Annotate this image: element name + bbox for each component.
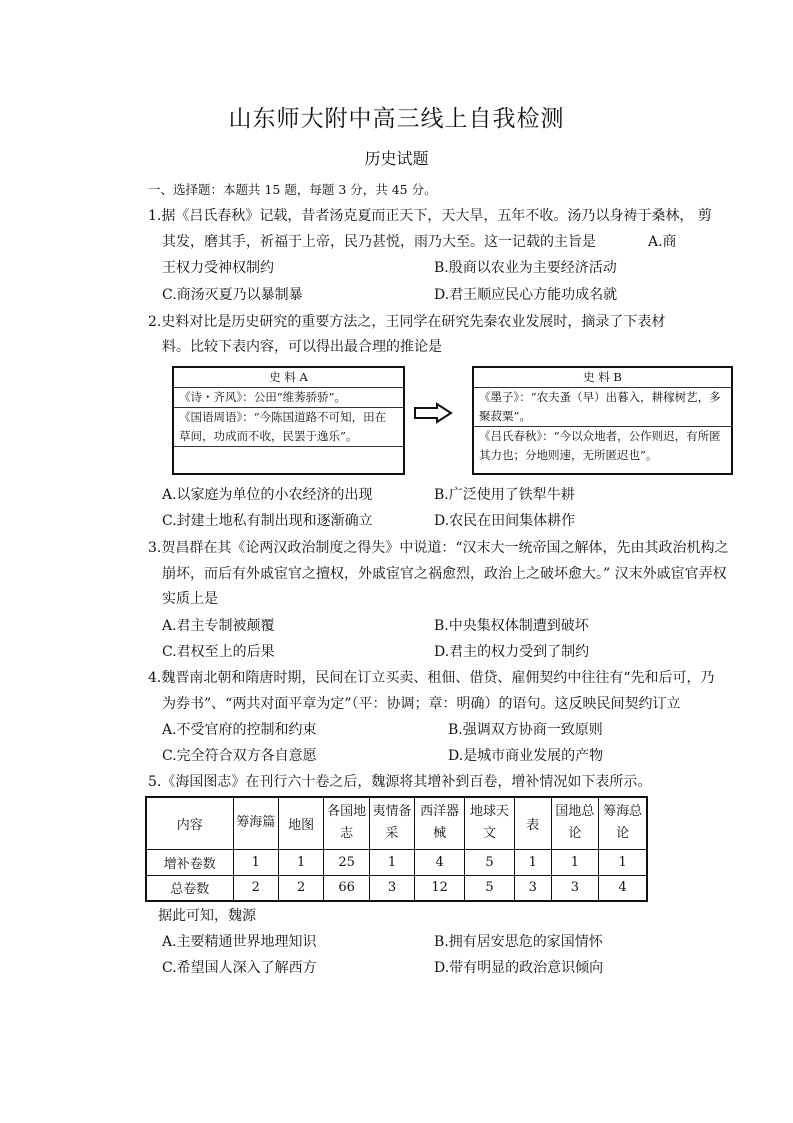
q4-option-d: D.是城市商业发展的产物	[448, 748, 604, 764]
table-cell: 3	[369, 875, 414, 901]
header-cell: 地球天文	[465, 797, 515, 849]
q5-line2: 据此可知，魏源	[158, 908, 256, 924]
q3-line3: 实质上是	[162, 591, 218, 607]
table-cell: 12	[415, 875, 465, 901]
source-b-heading: 史 料 B	[474, 368, 731, 388]
header-cell: 筹海篇	[233, 797, 278, 849]
section-heading: 一、选择题：本题共 15 题，每题 3 分，共 45 分。	[148, 182, 437, 197]
q2-line1: 2.史料对比是历史研究的重要方法之，王同学在研究先秦农业发展时，摘录了下表材	[148, 314, 666, 330]
q2-option-d: D.农民在田间集体耕作	[434, 513, 576, 529]
q5-option-b: B.拥有居安思危的家国情怀	[434, 934, 603, 950]
q2-option-a: A.以家庭为单位的小农经济的出现	[162, 487, 373, 503]
table-cell: 4	[599, 875, 647, 901]
table-cell: 3	[551, 875, 599, 901]
table-cell: 2	[233, 875, 278, 901]
q2-line2: 料。比较下表内容，可以得出最合理的推论是	[162, 339, 442, 355]
q4-option-a: A.不受官府的控制和约束	[162, 722, 317, 738]
source-a-heading: 史 料 A	[174, 368, 403, 388]
q1-option-c: C.商汤灭夏乃以暴制暴	[162, 287, 303, 303]
q1-line2: 其发，磨其手，祈福于上帝，民乃甚悦，雨乃大至。这一记载的主旨是	[162, 234, 596, 250]
table-cell: 1	[233, 849, 278, 875]
table-cell: 1	[369, 849, 414, 875]
q3-line1: 3.贺昌群在其《论两汉政治制度之得失》中说道：“汉末大一统帝国之解体，先由其政治机构之	[148, 540, 729, 556]
q1-option-d: D.君王顺应民心方能功成名就	[434, 287, 618, 303]
table-cell: 3	[515, 875, 552, 901]
table-cell: 5	[465, 875, 515, 901]
source-box-b	[472, 366, 733, 475]
table-cell: 1	[551, 849, 599, 875]
q5-option-d: D.带有明显的政治意识倾向	[434, 960, 604, 976]
header-cell: 国地总论	[551, 797, 599, 849]
table-cell: 2	[278, 875, 323, 901]
table-header-row	[146, 797, 647, 849]
table-cell: 1	[599, 849, 647, 875]
table-cell: 1	[278, 849, 323, 875]
source-b-row1-line2: 聚菽粟”。	[479, 409, 531, 423]
q4-option-c: C.完全符合双方各自意愿	[162, 748, 317, 764]
header-cell: 内容	[146, 797, 233, 849]
q1-line3: 王权力受神权制约	[162, 260, 274, 276]
header-cell: 各国地志	[324, 797, 369, 849]
table-cell: 1	[515, 849, 552, 875]
q4-line1: 4.魏晋南北朝和隋唐时期，民间在订立买卖、租佃、借贷、雇佣契约中往往有“先和后可，乃	[148, 670, 715, 686]
q3-option-b: B.中央集权体制遭到破坏	[434, 618, 589, 634]
source-a-row2-line2: 草间，功成而不收，民罢于逸乐”。	[179, 429, 358, 443]
table-cell: 66	[324, 875, 369, 901]
q2-option-b: B.广泛使用了铁犁牛耕	[434, 487, 575, 503]
source-a-row2	[174, 408, 403, 447]
q5-option-c: C.希望国人深入了解西方	[162, 960, 317, 976]
source-a-row2-line1: 《国语周语》：“今陈国道路不可知，田在	[179, 410, 387, 424]
header-cell: 筹海总论	[599, 797, 647, 849]
table-cell: 增补卷数	[146, 849, 233, 875]
header-cell: 地图	[278, 797, 323, 849]
source-b-row2-line2: 其力也；分地则速，无所匿迟也”。	[479, 448, 658, 462]
q4-option-b: B.强调双方协商一致原则	[448, 722, 603, 738]
q3-option-a: A.君主专制被颠覆	[162, 618, 275, 634]
source-box-a	[172, 366, 405, 475]
header-cell: 表	[515, 797, 552, 849]
table-row	[146, 875, 647, 901]
table-cell: 4	[415, 849, 465, 875]
source-b-row1-line1: 《墨子》：“农夫蚤（早）出暮入，耕稼树艺，多	[479, 390, 721, 404]
q3-line2: 崩坏，而后有外戚宦官之擅权，外戚宦官之祸愈烈，政治上之破坏愈大。” 汉末外戚宦官弄权	[162, 566, 727, 582]
q1-line1: 1.据《吕氏春秋》记载，昔者汤克夏而正天下，天大旱，五年不收。汤乃以身祷于桑林， 剪	[148, 208, 712, 224]
q5-option-a: A.主要精通世界地理知识	[162, 934, 317, 950]
header-cell: 西洋器械	[415, 797, 465, 849]
source-b-row1	[474, 388, 731, 427]
q3-option-d: D.君主的权力受到了制约	[434, 644, 590, 660]
page-subtitle: 历史试题	[364, 149, 429, 168]
q2-option-c: C.封建土地私有制出现和逐渐确立	[162, 513, 373, 529]
source-b-row2	[474, 427, 731, 465]
table-cell: 总卷数	[146, 875, 233, 901]
q1-option-b: B.殷商以农业为主要经济活动	[434, 260, 617, 276]
table-cell: 25	[324, 849, 369, 875]
supplement-table	[145, 796, 648, 902]
q4-line2: 为券书”、“两共对面平章为定”（平：协调；章：明确）的语句。这反映民间契约订立	[162, 696, 681, 712]
source-a-row1: 《诗・齐风》：公田“维莠骄骄”。	[174, 388, 403, 408]
q1-option-a: A.商	[648, 234, 677, 250]
source-b-row2-line1: 《吕氏春秋》：“今以众地者，公作则迟，有所匿	[479, 429, 721, 443]
page-title: 山东师大附中高三线上自我检测	[228, 106, 565, 132]
arrow-right-icon	[413, 402, 453, 424]
q3-option-c: C.君权至上的后果	[162, 644, 275, 660]
table-row	[146, 849, 647, 875]
header-cell: 夷情备采	[369, 797, 414, 849]
table-cell: 5	[465, 849, 515, 875]
q5-line1: 5.《海国图志》在刊行六十卷之后，魏源将其增补到百卷，增补情况如下表所示。	[148, 774, 652, 790]
